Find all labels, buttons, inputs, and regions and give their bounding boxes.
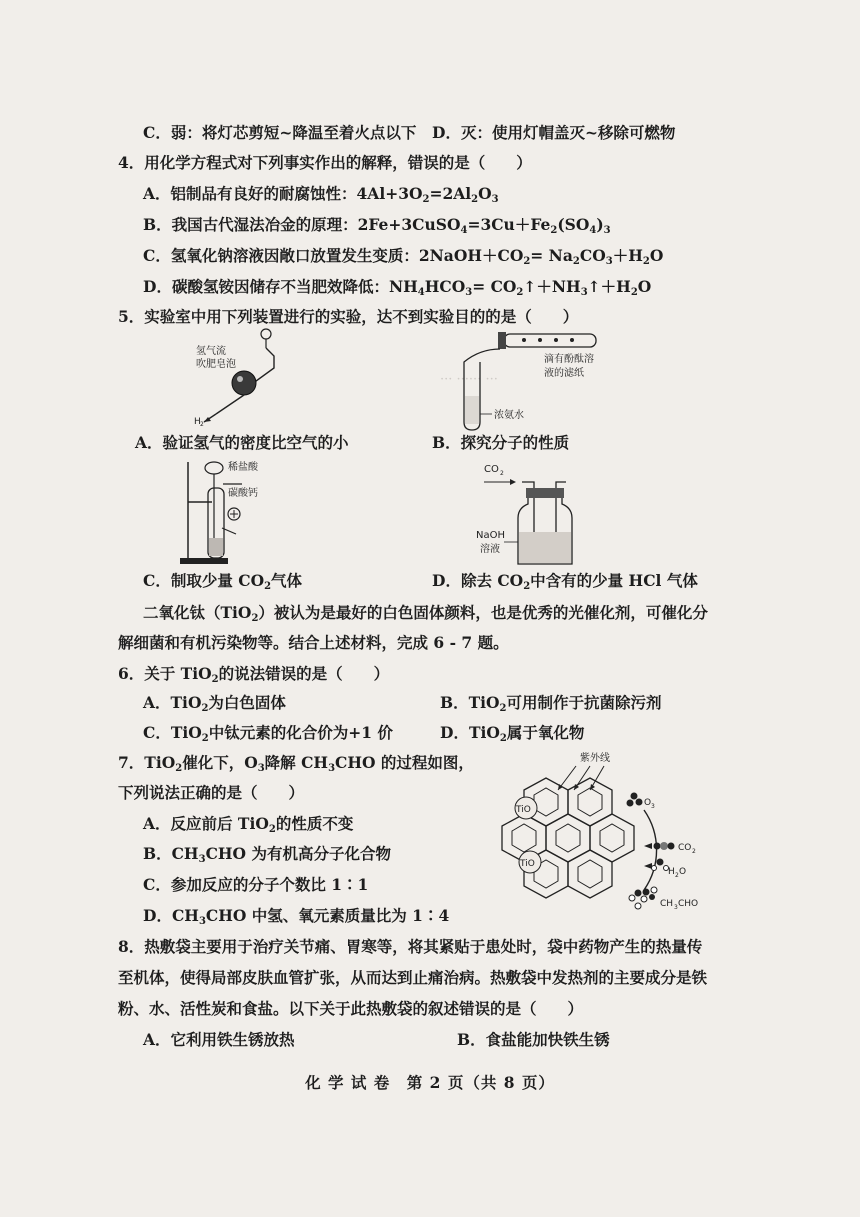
fig-cat-label-h2o: H: [668, 867, 675, 877]
fig-cat-label-o3-sub: 3: [651, 803, 655, 810]
fig-d-label-solution: 溶液: [480, 544, 500, 555]
fig-b-label-ammonia: 浓氨水: [494, 410, 524, 421]
fig-cat-label-ch3cho-sub: 3: [674, 904, 678, 911]
q6-option-c: C．TiO$_2$中钛元素的化合价为+1 价: [143, 723, 393, 744]
fig-cat-label-h2o-sub: 2: [675, 872, 679, 879]
q5-option-d: D．除去 $CO_2$中含有的少量 HCl 气体: [432, 571, 698, 592]
question-8-line-1: 8．热敷袋主要用于治疗关节痛、胃寒等，将其紧贴于患处时，袋中药物产生的热量传: [118, 937, 703, 956]
q4-option-d: D．碳酸氢铵因储存不当肥效降低：$NH_4HCO_3=$ $CO_2↑+NH_3↑+H_2O$: [143, 277, 652, 298]
fig-cat-label-co2-sub: 2: [692, 848, 696, 855]
q6-option-a: A．TiO$_2$为白色固体: [143, 693, 286, 714]
question-8-line-3: 粉、水、活性炭和食盐。以下关于此热敷袋的叙述错误的是（ ）: [118, 999, 584, 1018]
q3-option-d: D．灭：使用灯帽盖灭~移除可燃物: [432, 123, 676, 142]
fig-cat-label-co2: CO: [678, 843, 692, 853]
figure-d-naoh-bottle: [470, 460, 590, 570]
fig-a-label-h2: H: [194, 417, 201, 426]
question-5-stem: 5．实验室中用下列装置进行的实验，达不到实验目的的是（ ）: [118, 307, 579, 326]
fig-cat-label-uv: 紫外线: [580, 753, 610, 764]
fig-cat-label-ch3cho: CH: [660, 899, 674, 909]
q7-option-d: D．$CH_3CHO$ 中氢、氧元素质量比为 1∶4: [143, 906, 450, 927]
q7-option-a: A．反应前后 TiO$_2$的性质不变: [143, 814, 354, 835]
figure-tio2-photocatalysis: [494, 750, 716, 920]
passage-line-2: 解细菌和有机污染物等。结合上述材料，完成 6 - 7 题。: [118, 633, 509, 652]
q5-option-c: C．制取少量 $CO_2$气体: [143, 571, 303, 592]
q6-option-b: B．TiO$_2$可用制作于抗菌除污剂: [440, 693, 662, 714]
fig-cat-label-o3: O: [644, 798, 652, 808]
q4-option-c: C．氢氧化钠溶液因敞口放置发生变质：$2NaOH+CO_2= Na_2CO_3+H_2O$: [143, 246, 664, 267]
passage-line-1: 二氧化钛（TiO$_2$）被认为是最好的白色固体颜料，也是优秀的光催化剂，可催化分: [143, 603, 708, 624]
fig-c-label-caco3: 碳酸钙: [228, 488, 258, 499]
fig-d-label-co2-sub: 2: [500, 470, 504, 477]
question-4-stem: 4．用化学方程式对下列事实作出的解释，错误的是（ ）: [118, 153, 532, 172]
q3-option-c: C．弱：将灯芯剪短~降温至着火点以下: [143, 123, 417, 142]
q5-option-b: B．探究分子的性质: [432, 433, 570, 452]
page-footer: 化 学 试 卷 第 2 页（共 8 页）: [305, 1073, 555, 1092]
q8-option-a: A．它利用铁生锈放热: [143, 1030, 295, 1049]
fig-cat-label-tio2-bottom: TiO: [520, 859, 535, 869]
fig-c-label-acid: 稀盐酸: [228, 462, 258, 473]
figure-a-hydrogen-bubble: [186, 326, 306, 426]
q5-option-a: A．验证氢气的密度比空气的小: [135, 433, 349, 452]
question-6-stem: 6．关于 TiO$_2$的说法错误的是（ ）: [118, 664, 390, 685]
q7-option-c: C．参加反应的分子个数比 1∶1: [143, 875, 369, 894]
question-7-stem-line-2: 下列说法正确的是（ ）: [118, 783, 305, 802]
q6-option-d: D．TiO$_2$属于氧化物: [440, 723, 585, 744]
figure-b-ammonia-diffusion: [452, 326, 612, 431]
fig-b-label-filter-1: 滴有酚酞溶: [544, 354, 594, 365]
figure-c-co2-generator: [180, 458, 280, 566]
question-7-stem: 7．TiO$_2$催化下，$O_3$降解 $CH_3CHO$ 的过程如图，: [118, 753, 474, 774]
fig-cat-label-tio2-top: TiO: [516, 805, 531, 815]
fig-b-label-filter-2: 液的滤纸: [544, 368, 584, 379]
fig-d-label-naoh: NaOH: [476, 530, 505, 541]
q4-option-b: B．我国古代湿法冶金的原理：$2Fe+3CuSO_4=3Cu+Fe_2(SO_4)_3$: [143, 215, 611, 236]
q8-option-b: B．食盐能加快铁生锈: [457, 1030, 610, 1049]
fig-a-label-gas-flow: 氢气流: [196, 346, 226, 357]
q7-option-b: B．$CH_3CHO$ 为有机高分子化合物: [143, 844, 391, 865]
fig-cat-label-ch3cho-end: CHO: [678, 899, 699, 909]
bleed-through-text: ··· ······ ···: [440, 372, 498, 387]
q4-option-a: A．铝制品有良好的耐腐蚀性：$4Al+3O_2=2Al_2O_3$: [143, 184, 499, 205]
fig-a-label-bubble: 吹肥皂泡: [196, 359, 236, 370]
fig-d-label-co2: CO: [484, 464, 499, 475]
fig-a-label-h2-sub: 2: [200, 421, 204, 426]
fig-cat-label-h2o-o: O: [679, 867, 687, 877]
question-8-line-2: 至机体，使得局部皮肤血管扩张，从而达到止痛治病。热敷袋中发热剂的主要成分是铁: [118, 968, 708, 987]
